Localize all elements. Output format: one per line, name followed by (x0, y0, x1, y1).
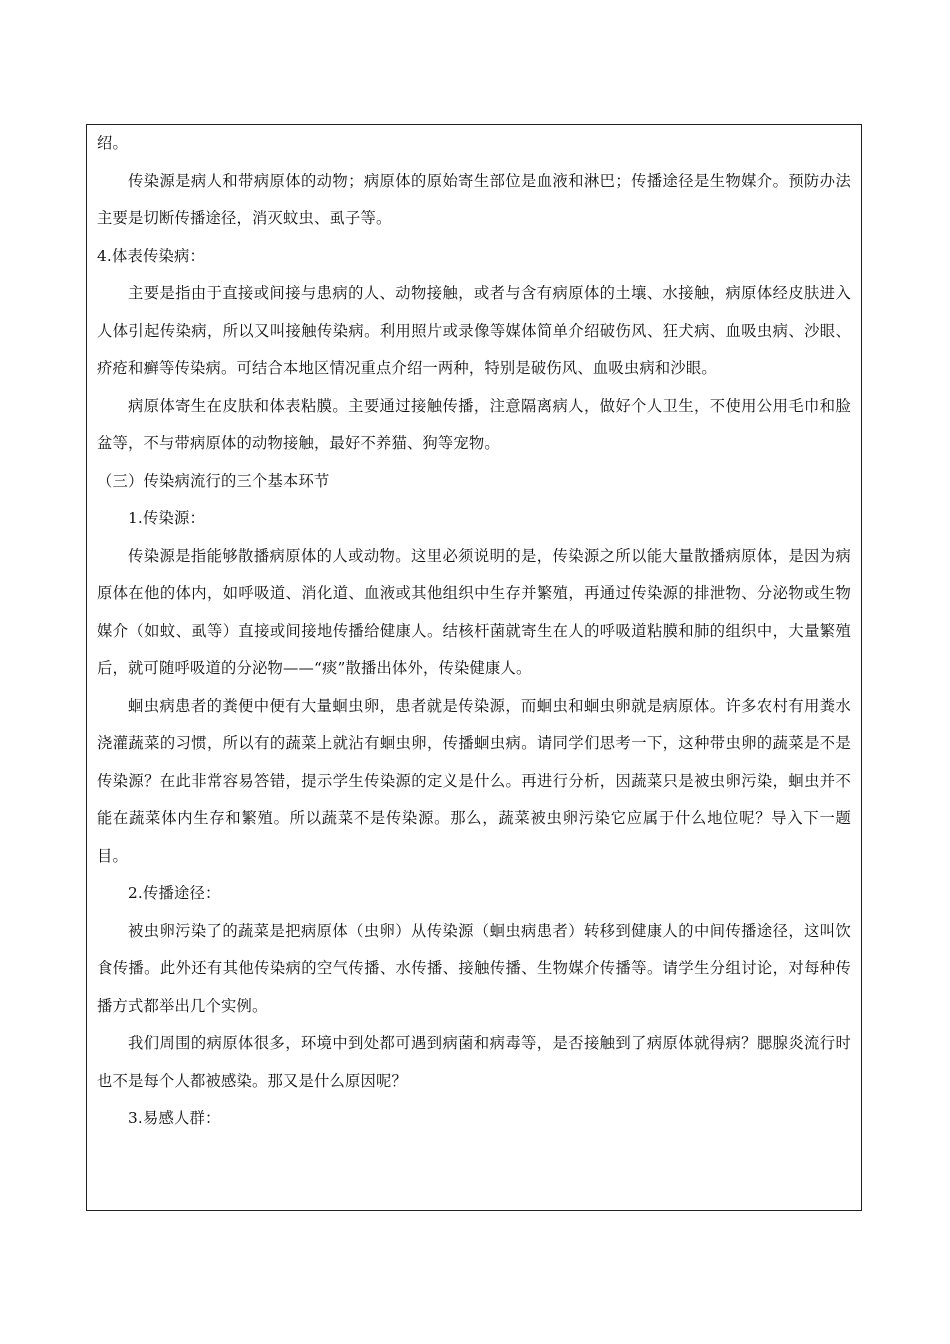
document-body (97, 125, 851, 1138)
section-heading: 4.体表传染病： (97, 246, 205, 265)
section-heading: 1.传染源： (128, 509, 205, 527)
section-heading: 2.传播途径： (128, 884, 221, 902)
paragraph: 我们周围的病原体很多，环境中到处都可遇到病菌和病毒等，是否接触到了病原体就得病？腮腺炎流行时也不是每个人都被感染。那又是什么原因呢？ (97, 1034, 851, 1090)
paragraph: 病原体寄生在皮肤和体表粘膜。主要通过接触传播，注意隔离病人，做好个人卫生，不使用公用毛巾和脸盆等，不与带病原体的动物接触，最好不养猫、狗等宠物。 (97, 396, 851, 452)
content-table-cell (86, 124, 862, 1211)
section-heading: 3.易感人群： (128, 1109, 221, 1127)
paragraph: 被虫卵污染了的蔬菜是把病原体（虫卵）从传染源（蛔虫病患者）转移到健康人的中间传播途径，这叫饮食传播。此外还有其他传染病的空气传播、水传播、接触传播、生物媒介传播等。请学生分组讨论，对每种传播方式都举出几个实例。 (97, 921, 851, 1015)
section-heading: （三）传染病流行的三个基本环节 (97, 471, 330, 490)
paragraph: 蛔虫病患者的粪便中便有大量蛔虫卵，患者就是传染源，而蛔虫和蛔虫卵就是病原体。许多农村有用粪水浇灌蔬菜的习惯，所以有的蔬菜上就沾有蛔虫卵，传播蛔虫病。请同学们思考一下，这种带虫卵的蔬菜是不是传染源？在此非常容易答错，提示学生传染源的定义是什么。再进行分析，因蔬菜只是被虫卵污染，蛔虫并不能在蔬菜体内生存和繁殖。所以蔬菜不是传染源。那么，蔬菜被虫卵污染它应属于什么地位呢？导入下一题目。 (97, 696, 851, 865)
paragraph: 传染源是病人和带病原体的动物；病原体的原始寄生部位是血液和淋巴；传播途径是生物媒介。预防办法主要是切断传播途径，消灭蚊虫、虱子等。 (97, 171, 851, 227)
paragraph: 传染源是指能够散播病原体的人或动物。这里必须说明的是，传染源之所以能大量散播病原体，是因为病原体在他的体内，如呼吸道、消化道、血液或其他组织中生存并繁殖，再通过传染源的排泄物、分泌物或生物媒介（如蚊、虱等）直接或间接地传播给健康人。结核杆菌就寄生在人的呼吸道粘膜和肺的组织中，大量繁殖后，就可随呼吸道的分泌物——“痰”散播出体外，传染健康人。 (97, 546, 851, 677)
paragraph: 绍。 (97, 134, 128, 152)
paragraph: 主要是指由于直接或间接与患病的人、动物接触，或者与含有病原体的土壤、水接触，病原体经皮肤进入人体引起传染病，所以又叫接触传染病。利用照片或录像等媒体简单介绍破伤风、狂犬病、血吸虫病、沙眼、疥疮和癣等传染病。可结合本地区情况重点介绍一两种，特别是破伤风、血吸虫病和沙眼。 (97, 284, 851, 377)
